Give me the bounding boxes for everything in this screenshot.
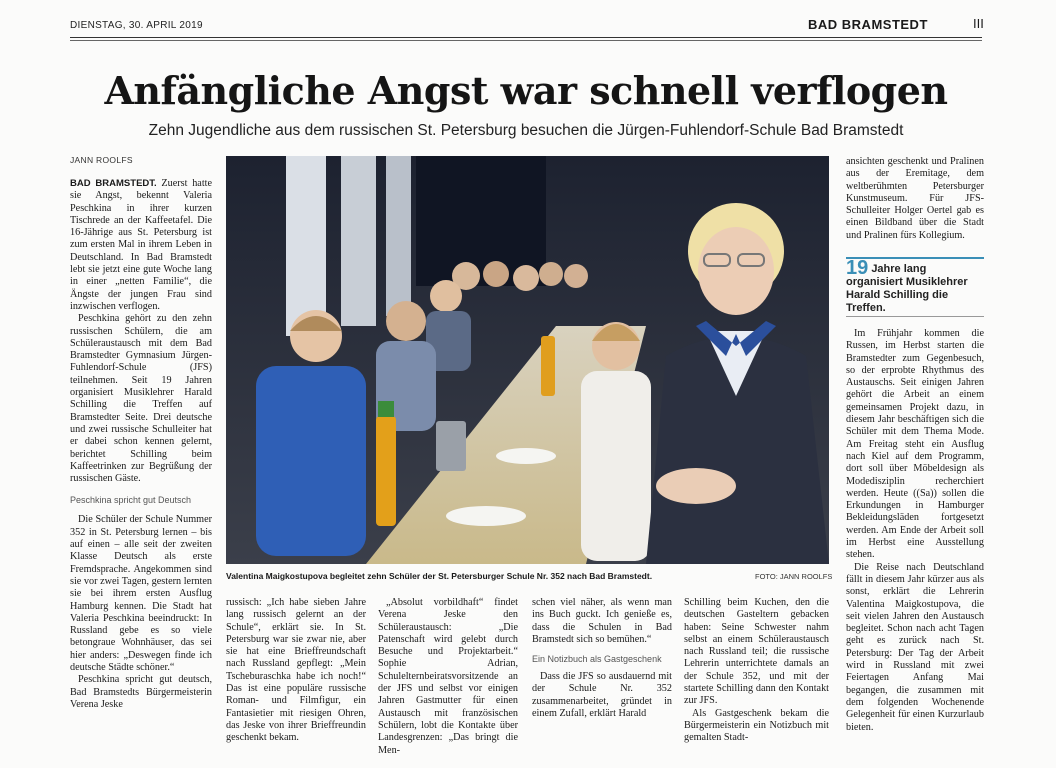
column-3 [378, 597, 518, 757]
column-4 [532, 597, 672, 720]
paragraph: Die Schüler der Schule Nummer 352 in St. Petersburg lernen – bis auf einen – alle seit der zweiten Klasse Deutsch als erste Fremdsprache. Angekommen sind sie vor zwei Tagen, gestern lernten sie bei ihrem ersten Ausflug Hamburg kennen. Die Stadt hat Valeria Peschkina beeindruckt: In Russland gebe es so viele betongraue Wohnhäuser, das sei hier anders: „Deswegen finde ich deutsche Städte schöner.“ [70, 514, 212, 673]
highlight-text: Jahre lang organisiert Musiklehrer Harald Schilling die Treffen. [846, 263, 968, 314]
subtitle: Peschkina spricht gut Deutsch [70, 495, 192, 506]
paragraph: Als Gastgeschenk bekam die Bürgermeisterin ein Notizbuch mit gemalten Stadt- [684, 707, 829, 744]
paragraph: Schilling beim Kuchen, den die deutschen Gasteltern gebacken haben: Seine Schwester nahm selbst an einem Schüleraustausch nach Russland teil; die russische Lehrerin unterrichtete damals an der Schule 352, und mit der startete Schilling dann den Kontakt zur JFS. [684, 597, 829, 707]
article-photo [226, 156, 829, 564]
header-date: DIENSTAG, 30. APRIL 2019 [70, 20, 203, 31]
dateline: BAD BRAMSTEDT. [70, 178, 157, 189]
photo-illustration [226, 156, 829, 564]
paragraph: russisch: „Ich habe sieben Jahre lang russisch gelernt an der Schule“, erklärt sie. In St. Petersburg war sie zwar nie, aber sie hat eine Brieffreundschaft nach Russland gepflegt: „Mein Tscheburaschka habe ich noch!“ Das ist eine populäre russische Roman- und Filmfigur, ein Fantasietier mit riesigen Ohren, das Jeske von ihrer Brieffreundin geschenkt bekam. [226, 597, 366, 744]
header-page-number: III [973, 16, 984, 31]
header-rule [70, 37, 982, 38]
highlight-rule-bottom [846, 316, 984, 317]
paragraph: Dass die JFS so ausdauernd mit der Schule Nr. 352 zusammenarbeitet, gründet in einem Zufall, erklärt Harald [532, 671, 672, 720]
subheadline: Zehn Jugendliche aus dem russischen St. Petersburg besuchen die Jürgen-Fuhlendorf-Schule Bad Bramstedt [148, 122, 904, 139]
column-2 [226, 597, 366, 745]
highlight-box [846, 257, 984, 315]
paragraph: schen viel näher, als wenn man ins Buch guckt. Ich genieße es, dass die Schulen in Bad Bramstedt sich so bemühen.“ [532, 597, 672, 645]
column-1 [70, 178, 212, 711]
paragraph: Peschkina gehört zu den zehn russischen Schülern, die am Schüleraustausch mit dem Bad Bramstedter Gymnasium Jürgen-Fuhlendorf-Schule (JFS) teilnehmen. Seit 19 Jahren organisiert Musiklehrer Harald Schilling die Treffen auf Bramstedter Seite. Drei deutsche und zwei russische Schulleiter hat er dabei schon kennen gelernt, berichtet Schilling beim Kaffeetrinken zur Begrüßung der russischen Gäste. [70, 313, 212, 485]
paragraph: Peschkina spricht gut deutsch, Bad Bramstedts Bürgermeisterin Verena Jeske [70, 674, 212, 710]
paragraph: „Absolut vorbildhaft“ findet Verena Jeske den Schüleraustausch: „Die Patenschaft wird gelebt durch Besuche und Projektarbeit.“ Sophie Adrian, Schulelternbeiratsvorsitzende an der JFS und selbst vor einigen Jahren Gastmutter für einen Austausch mit französischen Schülern, lobt die Kontakte über Landesgrenzen: „Das bringt die Men- [378, 597, 518, 756]
column-6-bottom [846, 328, 984, 734]
author-byline: JANN ROOLFS [70, 155, 133, 165]
highlight-number: 19 [846, 257, 869, 279]
paragraph: Die Reise nach Deutschland fällt in diesem Jahr kürzer aus als sonst, erklärt die Lehrerin Valentina Maigkostupova, die seit vielen Jahren den Austausch begleitet. Schon nach acht Tagen geht es zurück nach St. Petersburg: Der Tag der Arbeit wird in Russland mit zwei Feiertagen Anfang Mai begangen, die zusammen mit dem folgenden Wochenende Gelegenheit für einen Kurzurlaub bieten. [846, 561, 984, 733]
paragraph: ansichten geschenkt und Pralinen aus der Eremitage, dem weltberühmten Petersburger Kunstmuseum. Für JFS-Schulleiter Holger Oertel gab es einen Bildband über die Stadt und Pralinen fürs Kollegium. [846, 156, 984, 241]
headline: Anfängliche Angst war schnell verflogen [104, 68, 948, 113]
column-6-top [846, 156, 984, 242]
header-section: BAD BRAMSTEDT [808, 17, 928, 32]
paragraph-text: Zuerst hatte sie Angst, bekennt Valeria Peschkina in ihrer kurzen Tischrede an der Kaffeetafel. Die 16-Jährige aus St. Petersburg ist zum ersten Mal in ihrem Leben in Deutschland. In Bad Bramstedt lebt sie jetzt eine gute Woche lang in einer „netten Familie“, die Ängste der jungen Frau sind inzwischen verflogen. [70, 178, 213, 312]
photo-credit: FOTO: JANN ROOLFS [755, 572, 833, 581]
subtitle: Ein Notizbuch als Gastgeschenk [532, 654, 662, 665]
column-5 [684, 597, 829, 745]
paragraph [70, 178, 212, 313]
photo-caption: Valentina Maigkostupova begleitet zehn Schüler der St. Petersburger Schule Nr. 352 nach Bad Bramstedt. [226, 571, 653, 581]
paragraph: Im Frühjahr kommen die Russen, im Herbst starten die Bramstedter zum Gegenbesuch, so der erprobte Rhythmus des Austauschs. Seit einigen Jahren gehört die Arbeit an einem gemeinsamen Projekt dazu, in diesem Jahr beschäftigen sich die Schüler mit dem Thema Mode. Am Freitag steht ein Ausflug nach Kiel auf dem Programm, dort soll über Möbeldesign als Modedisziplin recherchiert werden. Heute ((Sa)) sollen die Erkundungen in Hamburger Bekleidungsläden fortgesetzt werden. Am Ende der Arbeit soll im Herbst eine Ausstellung stehen. [846, 328, 984, 561]
header-rule-2 [70, 40, 982, 41]
